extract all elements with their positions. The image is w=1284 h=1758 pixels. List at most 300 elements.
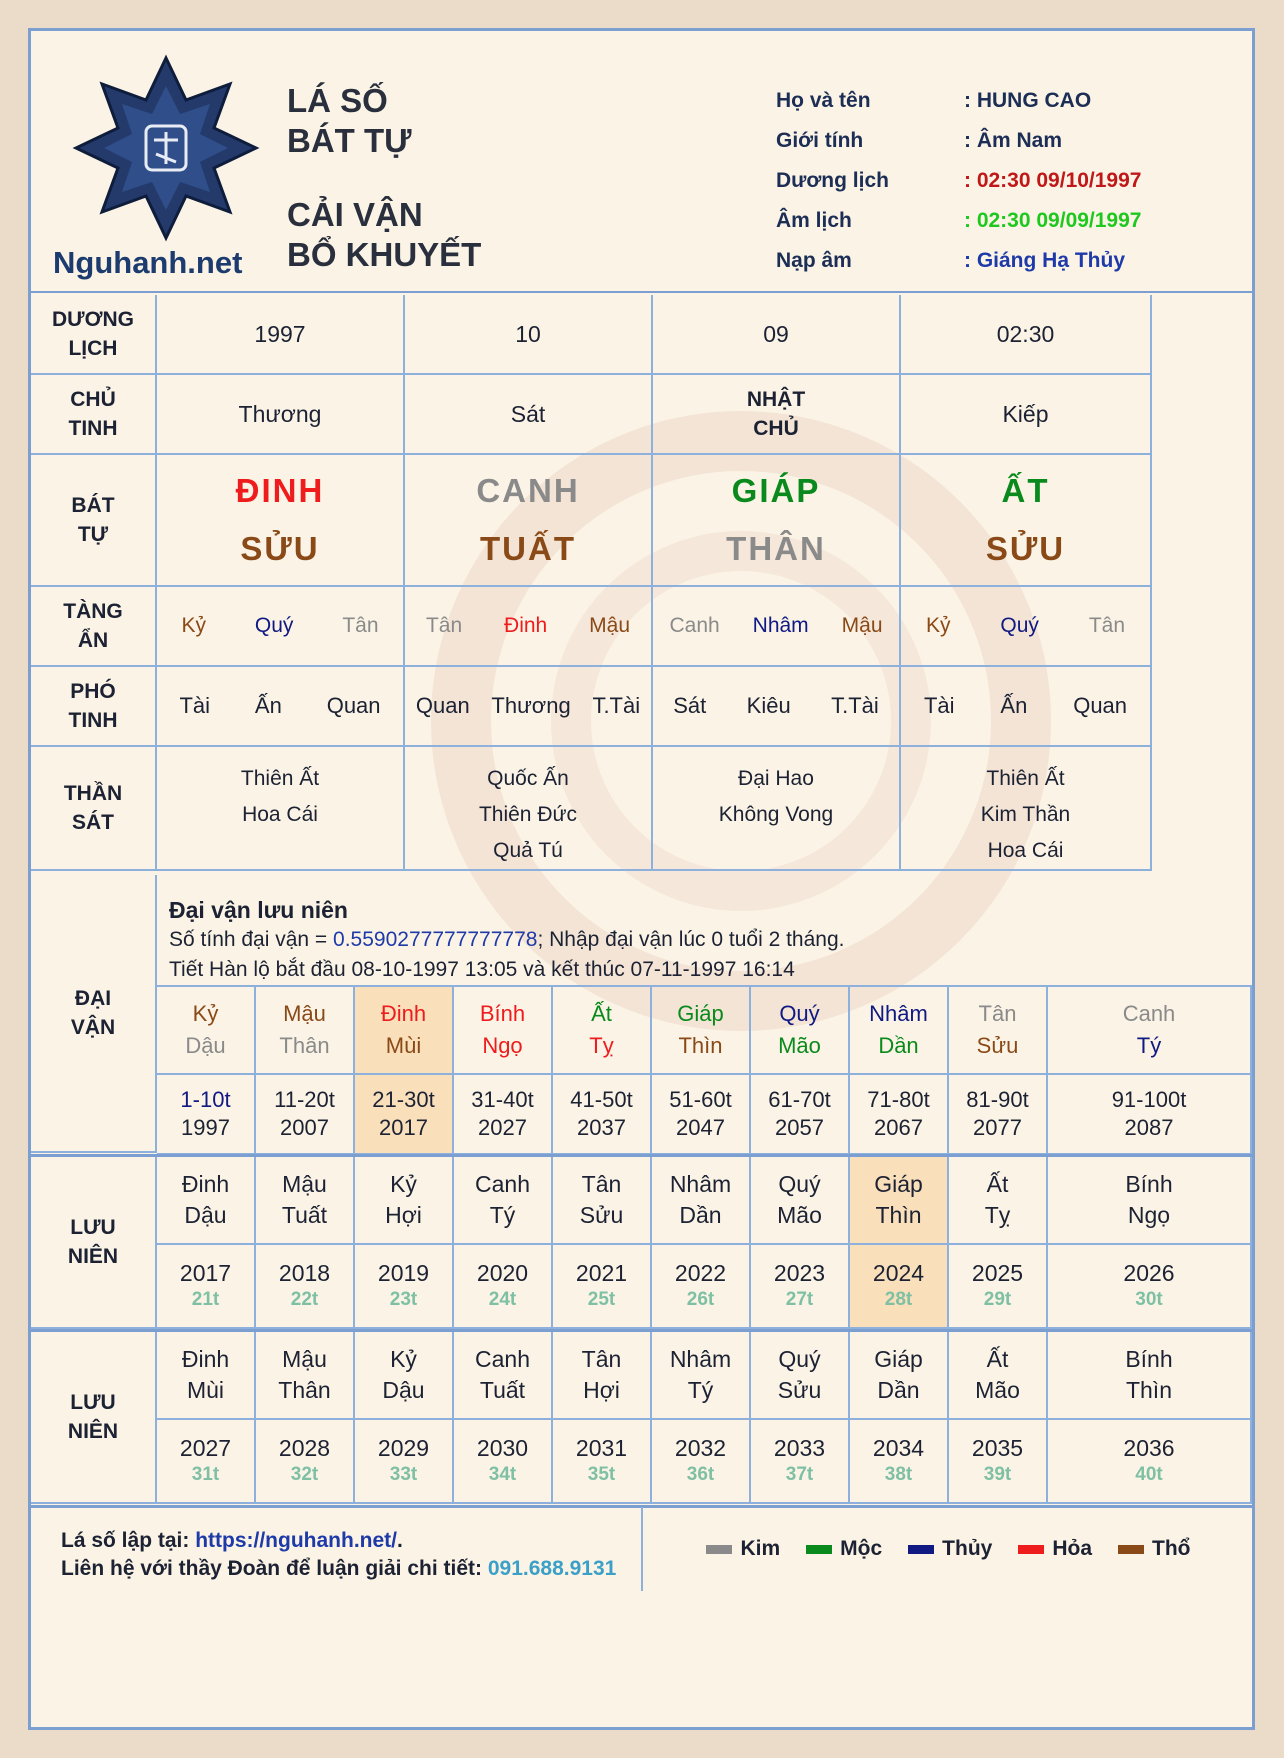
luu-nien-branch: Dậu	[184, 1202, 227, 1228]
info-label: Nạp âm	[776, 249, 852, 272]
brand-name: Nguhanh.net	[53, 245, 243, 280]
dai-van-number-line: Số tính đại vận = 0.5590277777777778; Nhập đại vận lúc 0 tuổi 2 tháng.	[169, 928, 845, 951]
luu-nien-year: 2033	[773, 1435, 826, 1461]
info-label: Dương lịch	[776, 169, 889, 192]
luu-nien-year: 2036	[1123, 1435, 1175, 1461]
luu-nien-pillar	[949, 1157, 1048, 1245]
luu-nien-age: 38t	[884, 1464, 913, 1485]
dai-van-branch: Mùi	[385, 1033, 422, 1058]
luu-nien-pillar	[751, 1332, 850, 1420]
earthly-branch: THÂN	[726, 530, 826, 567]
luu-nien-pillar	[949, 1332, 1048, 1420]
earthly-branch: SỬU	[985, 530, 1066, 567]
luu-nien-stem: Quý	[778, 1171, 821, 1197]
luu-nien-year-cell	[1048, 1420, 1252, 1504]
luu-nien-year: 2035	[971, 1435, 1024, 1461]
dai-van-branch: Ngọ	[482, 1033, 523, 1058]
header	[31, 31, 1252, 293]
dai-van-stem: Tân	[978, 1001, 1017, 1026]
luu-nien-branch: Ngọ	[1127, 1202, 1171, 1228]
dai-van-stem: Ất	[591, 1001, 612, 1026]
luu-nien-branch: Tỵ	[984, 1202, 1011, 1228]
dai-van-period	[949, 1075, 1048, 1155]
hidden-stem: Quý	[1000, 614, 1039, 637]
row-label-luu-nien: LƯU NIÊN	[31, 1332, 157, 1504]
dai-van-year: 2007	[280, 1115, 329, 1140]
luu-nien-stem: Nhâm	[669, 1346, 732, 1372]
legend-swatch-icon	[706, 1545, 732, 1554]
tang-an-cell	[901, 587, 1152, 667]
luu-nien-stem: Nhâm	[669, 1171, 732, 1197]
pho-tinh-value: Sát	[673, 693, 707, 718]
luu-nien-age: 37t	[785, 1464, 814, 1485]
luu-nien-year-cell	[355, 1420, 454, 1504]
dai-van-period	[1048, 1075, 1252, 1155]
luu-nien-stem: Mậu	[282, 1346, 327, 1372]
luu-nien-year-cell	[355, 1245, 454, 1329]
dai-van-year: 2047	[676, 1115, 725, 1140]
pho-tinh-cell	[653, 667, 901, 747]
than-sat-value: Thiên Đức	[478, 803, 578, 826]
luu-nien-year: 2028	[278, 1435, 331, 1461]
dai-van-tiet-line: Tiết Hàn lộ bắt đầu 08-10-1997 13:05 và kết thúc 07-11-1997 16:14	[169, 958, 795, 981]
pho-tinh-value: Quan	[326, 693, 381, 718]
dai-van-year: 2067	[874, 1115, 923, 1140]
dai-van-branch: Mão	[778, 1033, 821, 1058]
luu-nien-year: 2021	[575, 1260, 628, 1286]
dai-van-age-range: 51-60t	[669, 1087, 732, 1112]
luu-nien-branch: Dần	[877, 1377, 920, 1403]
luu-nien-pillar	[256, 1332, 355, 1420]
header-divider	[31, 291, 1252, 293]
dai-van-branch: Thìn	[678, 1033, 723, 1058]
luu-nien-stem: Đinh	[181, 1346, 230, 1372]
than-sat-value: Thiên Ất	[240, 767, 320, 790]
dai-van-age-range: 71-80t	[867, 1087, 930, 1112]
luu-nien-age: 33t	[389, 1464, 418, 1485]
hidden-stem: Quý	[254, 614, 294, 637]
info-label: Họ và tên	[776, 89, 871, 112]
pho-tinh-cell	[901, 667, 1152, 747]
hidden-stem: Tân	[1088, 614, 1126, 637]
luu-nien-pillar	[652, 1157, 751, 1245]
luu-nien-year: 2023	[773, 1260, 826, 1286]
element-color-legend	[641, 1507, 1254, 1591]
solar-value: 02:30	[996, 320, 1055, 347]
luu-nien-pillar	[1048, 1157, 1252, 1245]
pho-tinh-value: Ấn	[1000, 693, 1028, 718]
pho-tinh-value: Ấn	[254, 693, 282, 718]
luu-nien-age: 26t	[686, 1289, 715, 1310]
pho-tinh-value: Tài	[179, 693, 210, 718]
luu-nien-branch: Dần	[679, 1202, 722, 1228]
luu-nien-stem: Tân	[581, 1346, 622, 1372]
than-sat-value: Không Vong	[718, 803, 834, 826]
luu-nien-branch: Hợi	[583, 1377, 620, 1403]
luu-nien-pillar	[652, 1332, 751, 1420]
than-sat-value: Kim Thần	[980, 803, 1071, 826]
pho-tinh-value: Quan	[415, 693, 470, 718]
dai-van-pillar	[454, 987, 553, 1075]
duong-lich-cell	[653, 295, 901, 375]
luu-nien-age: 39t	[983, 1464, 1012, 1485]
luu-nien-age: 35t	[587, 1464, 616, 1485]
dai-van-pillar	[1048, 987, 1252, 1075]
duong-lich-cell	[157, 295, 405, 375]
chu-tinh-cell	[901, 375, 1152, 455]
luu-nien-branch: Mão	[777, 1202, 822, 1228]
luu-nien-pillar	[553, 1157, 652, 1245]
hidden-stem: Tân	[342, 614, 379, 637]
dai-van-stem: Canh	[1122, 1001, 1176, 1026]
luu-nien-pillar	[157, 1157, 256, 1245]
luu-nien-age: 25t	[587, 1289, 616, 1310]
luu-nien-age: 22t	[290, 1289, 319, 1310]
row-label-than-sat: THẦN SÁT	[31, 747, 157, 871]
dai-van-year: 2017	[379, 1115, 428, 1140]
than-sat-cell	[901, 747, 1152, 871]
chu-tinh-cell	[405, 375, 653, 455]
legend-label: Thủy	[942, 1537, 993, 1560]
luu-nien-year-cell	[454, 1245, 553, 1329]
dai-van-title: Đại vận lưu niên	[169, 897, 348, 923]
luu-nien-year-cell	[454, 1420, 553, 1504]
luu-nien-stem: Canh	[475, 1346, 530, 1372]
luu-nien-branch: Thân	[278, 1377, 331, 1403]
luu-nien-stem: Bính	[1125, 1171, 1173, 1197]
dai-van-pillar	[256, 987, 355, 1075]
bat-tu-cell	[157, 455, 405, 587]
pho-tinh-cell	[405, 667, 653, 747]
luu-nien-pillar	[454, 1157, 553, 1245]
than-sat-value: Quả Tú	[493, 839, 563, 862]
pho-tinh-value: Thương	[491, 693, 571, 718]
row-label-luu-nien: LƯU NIÊN	[31, 1157, 157, 1329]
luu-nien-year: 2031	[575, 1435, 628, 1461]
legend-swatch-icon	[1118, 1545, 1144, 1554]
luu-nien-age: 27t	[785, 1289, 814, 1310]
luu-nien-year-cell	[751, 1420, 850, 1504]
dai-van-year: 2087	[1124, 1115, 1174, 1140]
row-label-tang-an: TÀNG ẨN	[31, 587, 157, 667]
luu-nien-stem: Kỷ	[390, 1346, 417, 1372]
luu-nien-year: 2017	[179, 1260, 232, 1286]
info-value: : Giáng Hạ Thủy	[964, 249, 1126, 272]
luu-nien-stem: Đinh	[181, 1171, 230, 1197]
dai-van-period	[850, 1075, 949, 1155]
luu-nien-year: 2020	[476, 1260, 529, 1286]
phone-number[interactable]: 091.688.9131	[487, 1557, 617, 1580]
luu-nien-branch: Thìn	[875, 1202, 922, 1228]
luu-nien-stem: Ất	[986, 1346, 1009, 1372]
dai-van-branch: Tỵ	[589, 1033, 614, 1058]
luu-nien-pillar	[1048, 1332, 1252, 1420]
row-label-pho-tinh: PHÓ TINH	[31, 667, 157, 747]
luu-nien-year-cell	[949, 1420, 1048, 1504]
hidden-stem: Kỷ	[181, 614, 206, 637]
pho-tinh-value: Quan	[1073, 693, 1128, 718]
luu-nien-stem: Quý	[778, 1346, 821, 1372]
luu-nien-year-cell	[1048, 1245, 1252, 1329]
luu-nien-pillar	[850, 1157, 949, 1245]
dai-van-age-range: 21-30t	[372, 1087, 435, 1112]
solar-value: 10	[515, 320, 541, 347]
hidden-stem: Tân	[425, 614, 463, 637]
luu-nien-year: 2030	[476, 1435, 529, 1461]
dai-van-stem: Kỷ	[192, 1001, 219, 1026]
luu-nien-stem: Giáp	[874, 1346, 923, 1372]
luu-nien-branch: Mão	[975, 1377, 1020, 1403]
nhat-chu-label: NHẬT CHỦ	[746, 388, 806, 440]
luu-nien-year: 2026	[1123, 1260, 1175, 1286]
luu-nien-branch: Tuất	[281, 1202, 328, 1228]
luu-nien-year-cell	[652, 1420, 751, 1504]
dai-van-pillar	[157, 987, 256, 1075]
luu-nien-pillar	[355, 1157, 454, 1245]
heavenly-stem: GIÁP	[731, 472, 821, 509]
luu-nien-age: 30t	[1135, 1289, 1163, 1310]
legend-item	[806, 1537, 882, 1561]
dai-van-stem: Đinh	[380, 1001, 427, 1026]
info-label: Giới tính	[776, 129, 864, 152]
dai-van-age-range: 61-70t	[768, 1087, 831, 1112]
luu-nien-branch: Tuất	[479, 1377, 526, 1403]
info-value: : Âm Nam	[964, 129, 1063, 152]
heavenly-stem: ĐINH	[235, 472, 325, 509]
bat-tu-chart-card	[28, 28, 1255, 1730]
dai-van-period	[157, 1075, 256, 1155]
hidden-stem: Canh	[669, 614, 720, 637]
tang-an-cell	[157, 587, 405, 667]
luu-nien-year-cell	[751, 1245, 850, 1329]
luu-nien-year-cell	[850, 1420, 949, 1504]
luu-nien-year-cell	[256, 1245, 355, 1329]
dai-van-age-range: 31-40t	[471, 1087, 534, 1112]
hidden-stem: Nhâm	[752, 614, 809, 637]
luu-nien-pillar	[850, 1332, 949, 1420]
dai-van-pillar	[553, 987, 652, 1075]
dai-van-year: 2077	[973, 1115, 1022, 1140]
than-sat-value: Quốc Ấn	[487, 767, 569, 790]
dai-van-age-range: 1-10t	[180, 1087, 231, 1112]
luu-nien-branch: Sửu	[777, 1377, 822, 1403]
legend-swatch-icon	[1018, 1545, 1044, 1554]
luu-nien-branch: Mùi	[186, 1377, 225, 1403]
row-label-bat-tu: BÁT TỰ	[31, 455, 157, 587]
pho-tinh-value: T.Tài	[831, 693, 879, 718]
legend-label: Hỏa	[1052, 1537, 1093, 1560]
dai-van-branch: Sửu	[976, 1033, 1019, 1058]
dai-van-branch: Dần	[878, 1033, 919, 1058]
dai-van-period	[553, 1075, 652, 1155]
earthly-branch: TUẤT	[480, 530, 576, 567]
luu-nien-year: 2027	[179, 1435, 232, 1461]
dai-van-period	[751, 1075, 850, 1155]
than-sat-value: Hoa Cái	[987, 839, 1064, 862]
luu-nien-age: 31t	[191, 1464, 220, 1485]
pho-tinh-cell	[157, 667, 405, 747]
chu-tinh-value: Sát	[510, 400, 546, 427]
dai-van-heading	[157, 881, 1252, 987]
dai-van-stem: Mậu	[283, 1001, 326, 1026]
luu-nien-year-cell	[553, 1245, 652, 1329]
title-line-4: BỔ KHUYẾT	[287, 236, 482, 273]
legend-item	[1118, 1537, 1190, 1561]
luu-nien-stem: Mậu	[282, 1171, 327, 1197]
dai-van-age-range: 41-50t	[570, 1087, 633, 1112]
legend-label: Mộc	[840, 1537, 883, 1560]
dai-van-period	[355, 1075, 454, 1155]
luu-nien-branch: Dậu	[382, 1377, 425, 1403]
luu-nien-stem: Kỷ	[390, 1171, 417, 1197]
duong-lich-cell	[405, 295, 653, 375]
chu-tinh-value: Thương	[238, 400, 322, 427]
dai-van-branch: Tý	[1136, 1033, 1162, 1058]
dai-van-year: 1997	[181, 1115, 230, 1140]
luu-nien-stem: Canh	[475, 1171, 530, 1197]
eight-pointed-star-seal-icon	[71, 53, 261, 243]
luu-nien-pillar	[157, 1332, 256, 1420]
chu-tinh-cell	[157, 375, 405, 455]
legend-label: Kim	[740, 1537, 781, 1560]
luu-nien-year: 2018	[278, 1260, 331, 1286]
luu-nien-year-cell	[157, 1245, 256, 1329]
luu-nien-year-cell	[949, 1245, 1048, 1329]
hidden-stem: Đinh	[504, 614, 548, 637]
luu-nien-year-cell	[553, 1420, 652, 1504]
luu-nien-age: 34t	[488, 1464, 517, 1485]
luu-nien-year-cell	[256, 1420, 355, 1504]
luu-nien-stem: Giáp	[874, 1171, 923, 1197]
luu-nien-stem: Tân	[581, 1171, 622, 1197]
legend-item	[908, 1537, 992, 1561]
solar-value: 09	[763, 320, 789, 347]
pho-tinh-value: T.Tài	[592, 693, 641, 718]
dai-van-pillar	[850, 987, 949, 1075]
chu-tinh-cell	[653, 375, 901, 455]
dai-van-pillar	[949, 987, 1048, 1075]
title-line-3: CẢI VẬN	[287, 196, 423, 233]
dai-van-stem: Bính	[479, 1001, 526, 1026]
dai-van-pillar	[652, 987, 751, 1075]
dai-van-branch: Dậu	[185, 1033, 226, 1058]
hidden-stem: Mậu	[841, 614, 883, 637]
dai-van-stem: Quý	[779, 1001, 820, 1026]
pho-tinh-value: Kiêu	[746, 693, 791, 718]
luu-nien-branch: Thìn	[1125, 1377, 1172, 1403]
legend-item	[706, 1537, 780, 1561]
hidden-stem: Kỷ	[925, 614, 951, 637]
luu-nien-year-cell	[157, 1420, 256, 1504]
dai-van-branch: Thân	[279, 1033, 330, 1058]
than-sat-value: Đại Hao	[738, 767, 814, 790]
luu-nien-year: 2025	[971, 1260, 1024, 1286]
dai-van-year: 2027	[478, 1115, 527, 1140]
footer-text: Lá số lập tại: https://nguhanh.net/. Liên hệ với thầy Đoàn để luận giải chi tiết: 091.688.9131	[61, 1529, 617, 1580]
than-sat-value: Thiên Ất	[986, 767, 1065, 790]
luu-nien-age: 36t	[686, 1464, 715, 1485]
dai-van-period	[256, 1075, 355, 1155]
luu-nien-age: 24t	[488, 1289, 517, 1310]
dai-van-year: 2037	[577, 1115, 626, 1140]
luu-nien-age: 29t	[983, 1289, 1012, 1310]
luu-nien-age: 40t	[1135, 1464, 1163, 1485]
tang-an-cell	[653, 587, 901, 667]
hidden-stem: Mậu	[589, 614, 631, 637]
luu-nien-year: 2024	[872, 1260, 925, 1286]
luu-nien-branch: Tý	[489, 1202, 516, 1228]
luu-nien-age: 23t	[389, 1289, 418, 1310]
luu-nien-year-cell	[850, 1245, 949, 1329]
legend-swatch-icon	[908, 1545, 934, 1554]
duong-lich-cell	[901, 295, 1152, 375]
luu-nien-year: 2034	[872, 1435, 925, 1461]
bat-tu-cell	[901, 455, 1152, 587]
footer	[31, 1507, 1252, 1727]
heavenly-stem: CANH	[476, 472, 580, 509]
chu-tinh-value: Kiếp	[1002, 400, 1049, 427]
info-value: : 02:30 09/09/1997	[964, 209, 1142, 232]
luu-nien-branch: Hợi	[385, 1202, 422, 1228]
row-label-dai-van: ĐẠI VẬN	[31, 875, 157, 1153]
luu-nien-age: 32t	[290, 1464, 319, 1485]
luu-nien-age: 21t	[191, 1289, 220, 1310]
site-link[interactable]: https://nguhanh.net/	[195, 1529, 397, 1552]
bat-tu-cell	[405, 455, 653, 587]
luu-nien-year-cell	[652, 1245, 751, 1329]
tang-an-cell	[405, 587, 653, 667]
legend-item	[1018, 1537, 1092, 1561]
heavenly-stem: ẤT	[1001, 472, 1050, 509]
row-label-chu-tinh: CHỦ TINH	[31, 375, 157, 455]
row-label-duong-lich: DƯƠNG LỊCH	[31, 295, 157, 375]
luu-nien-branch: Sửu	[579, 1202, 624, 1228]
title-line-1: LÁ SỐ	[287, 82, 388, 119]
luu-nien-year: 2032	[674, 1435, 727, 1461]
than-sat-cell	[405, 747, 653, 871]
luu-nien-age: 28t	[884, 1289, 913, 1310]
dai-van-pillar	[751, 987, 850, 1075]
dai-van-period	[652, 1075, 751, 1155]
than-sat-cell	[653, 747, 901, 871]
luu-nien-year: 2029	[377, 1435, 430, 1461]
solar-value: 1997	[254, 320, 306, 347]
dai-van-year: 2057	[775, 1115, 824, 1140]
earthly-branch: SỬU	[240, 530, 320, 567]
luu-nien-year: 2022	[674, 1260, 727, 1286]
info-value: : HUNG CAO	[964, 89, 1092, 112]
than-sat-value: Hoa Cái	[242, 803, 318, 826]
bat-tu-cell	[653, 455, 901, 587]
luu-nien-pillar	[256, 1157, 355, 1245]
luu-nien-pillar	[355, 1332, 454, 1420]
luu-nien-stem: Bính	[1125, 1346, 1173, 1372]
than-sat-cell	[157, 747, 405, 871]
info-label: Âm lịch	[776, 209, 852, 232]
luu-nien-pillar	[553, 1332, 652, 1420]
luu-nien-stem: Ất	[986, 1171, 1009, 1197]
dai-van-period	[454, 1075, 553, 1155]
dai-van-pillar	[355, 987, 454, 1075]
title-line-2: BÁT TỰ	[287, 122, 412, 159]
legend-swatch-icon	[806, 1545, 832, 1554]
legend-label: Thổ	[1152, 1537, 1191, 1560]
luu-nien-pillar	[751, 1157, 850, 1245]
info-value: : 02:30 09/10/1997	[964, 169, 1142, 192]
pho-tinh-value: Tài	[923, 693, 955, 718]
dai-van-stem: Giáp	[677, 1001, 724, 1026]
luu-nien-pillar	[454, 1332, 553, 1420]
